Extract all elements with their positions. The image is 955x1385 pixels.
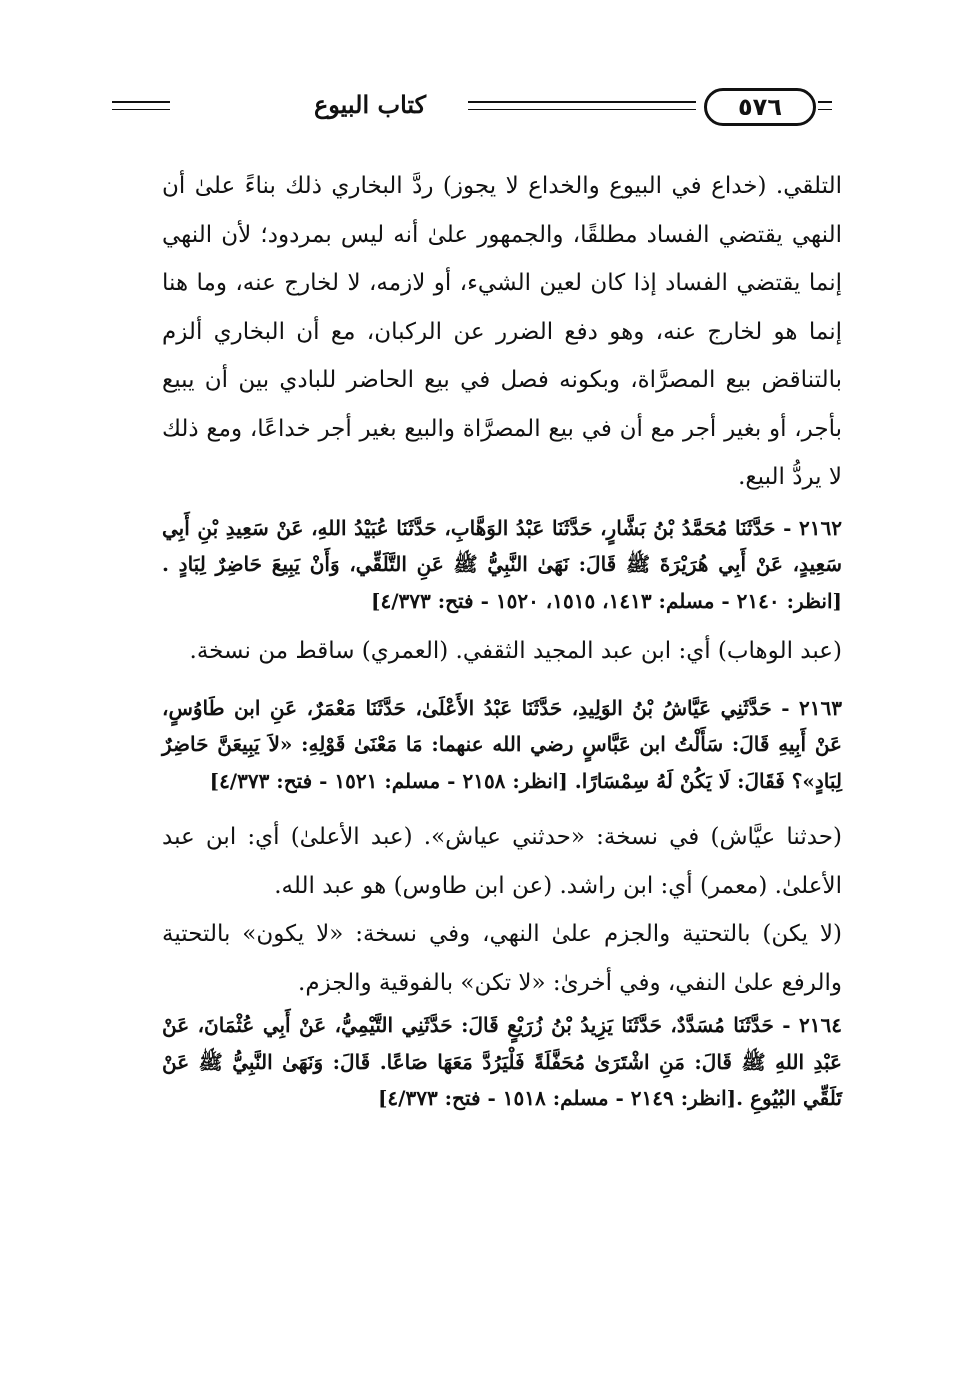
page-number: ٥٧٦ — [704, 88, 816, 126]
hadith-2164: ٢١٦٤ - حَدَّثَنَا مُسَدَّدٌ، حَدَّثَنَا يَزِيدُ بْنُ زُرَيْعٍ قَالَ: حَدَّثَنِي التَّيْمِيُّ، عَنْ أَبِي عُثْمَانَ، عَنْ عَبْدِ اللهِ ﷺ قَالَ: مَنِ اشْتَرَىٰ مُحَفَّلَةً فَلْيَرُدَّ مَعَهَا صَاعًا. قَالَ: وَنَهَىٰ النَّبِيُّ ﷺ عَنْ تَلَقِّي البُيُوعِ .[انظر: ٢١٤٩ - مسلم: ١٥١٨ - فتح: ٤/٣٧٣] — [162, 1013, 842, 1110]
header-rule — [112, 109, 170, 110]
hadith-2163: ٢١٦٣ - حَدَّثَنِي عَيَّاشُ بْنُ الوَلِيدِ، حَدَّثَنَا عَبْدُ الأَعْلَىٰ، حَدَّثَنَا مَعْمَرٌ، عَنِ ابن طَاوُسٍ، عَنْ أَبِيهِ قَالَ: سَأَلْتُ ابن عَبَّاسٍ رضي الله عنهما: مَا مَعْنَىٰ قَوْلِهِ: «لاَ يَبِيعَنَّ حَاضِرٌ لِبَادٍ»؟ فَقَالَ: لَا يَكُنْ لَهُ سِمْسَارًا. [انظر: ٢١٥٨ - مسلم: ١٥٢١ - فتح: ٤/٣٧٣] — [162, 695, 842, 793]
header-rule — [468, 101, 696, 103]
commentary-paragraph: (عبد الوهاب) أي: ابن عبد المجيد الثقفي. (العمري) ساقط من نسخة. — [189, 638, 842, 664]
hadith-2162: ٢١٦٢ - حَدَّثَنَا مُحَمَّدُ بْنُ بَشَّارٍ، حَدَّثَنَا عَبْدُ الوَهَّابِ، حَدَّثَنَا عُبَيْدُ اللهِ، عَنْ سَعِيدِ بْنِ أَبِي سَعِيدٍ، عَنْ أَبِي هُرَيْرَةَ ﷺ قَالَ: نَهَىٰ النَّبِيُّ ﷺ عَنِ التَّلَقِّي، وَأَنْ يَبِيعَ حَاضِرٌ لِبَادٍ .[انظر: ٢١٤٠ - مسلم: ١٤١٣، ١٥١٥، ١٥٢٠ - فتح: ٤/٣٧٣] — [162, 515, 842, 613]
commentary-paragraph: التلقي. (خداع في البيوع والخداع لا يجوز) ردَّ البخاري ذلك بناءً علىٰ أن النهي يقتضي الفساد مطلقًا، والجمهور علىٰ أنه ليس بمردود؛ لأن النهي إنما يقتضي الفساد إذا كان لعين الشيء، أو لازمه، لا لخارج عنه، وما هنا إنما هو لخارج عنه، وهو دفع الضرر عن الركبان، مع أن البخاري ألزم بالتناقض بيع المصرَّاة، وبكونه فصل في بيع الحاضر للبادي بين أن يبيع بأجر، أو بغير أجر مع أن في بيع المصرَّاة والبيع بغير أجر خداعًا، ومع ذلك لا يردُّ البيع. — [162, 173, 842, 490]
commentary-paragraph: (لا يكن) بالتحتية والجزم علىٰ النهي، وفي نسخة: «لا يكون» بالتحتية والرفع علىٰ النفي، وفي أخرىٰ: «لا تكن» بالفوقية والجزم. — [162, 921, 842, 996]
header-rule — [112, 101, 170, 103]
commentary-paragraph: (حدثنا عيَّاش) في نسخة: «حدثني عياش». (عبد الأعلىٰ) أي: ابن عبد الأعلىٰ. (معمر) أي: ابن راشد. (عن ابن طاوس) هو عبد الله. — [162, 824, 842, 899]
page-body — [162, 162, 842, 1117]
running-title: كتاب البيوع — [313, 90, 427, 119]
page-header — [112, 80, 832, 136]
header-rule — [468, 109, 696, 110]
header-rule — [818, 109, 832, 110]
header-rule — [818, 101, 832, 103]
